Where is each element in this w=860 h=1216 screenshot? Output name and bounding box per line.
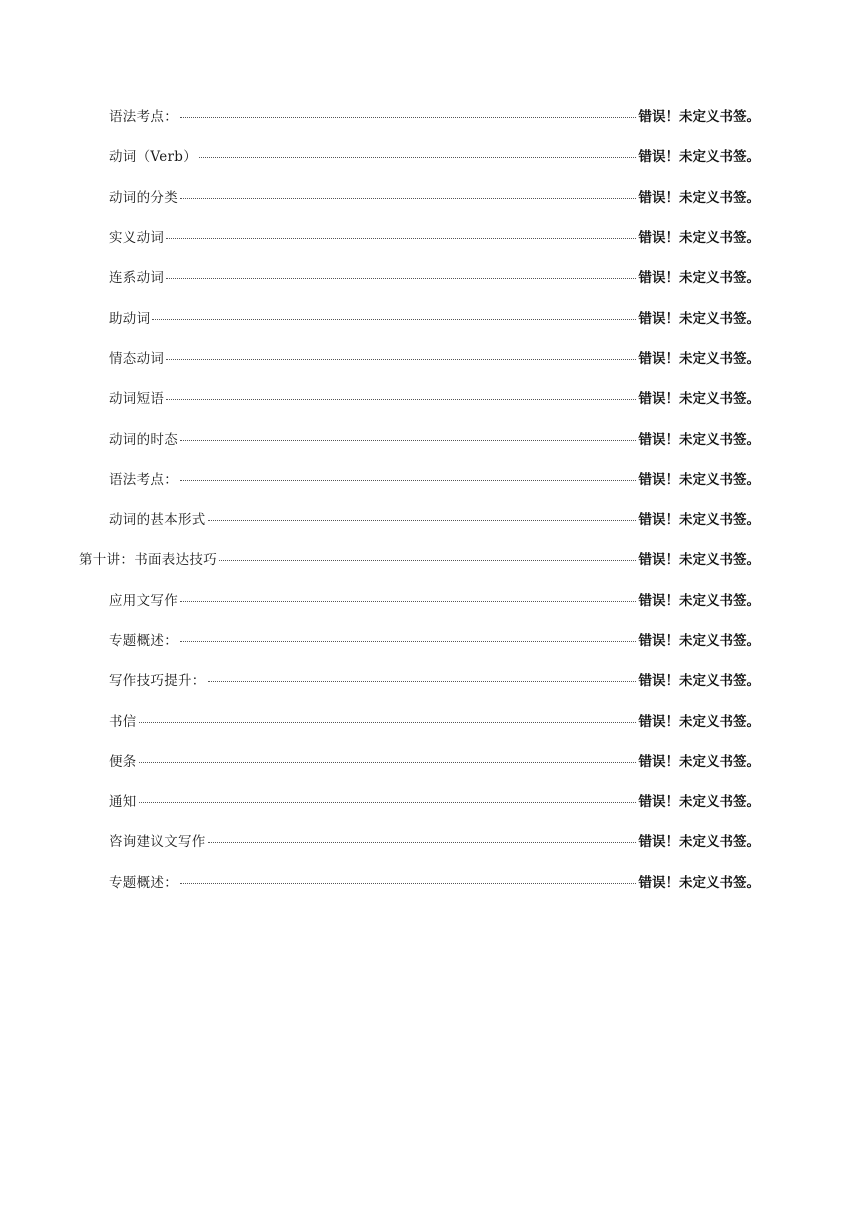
toc-dot-leader: [180, 198, 636, 199]
toc-dot-leader: [139, 762, 636, 763]
toc-dot-leader: [166, 278, 635, 279]
toc-entry[interactable]: [0, 217, 860, 257]
toc-dot-leader: [166, 399, 635, 400]
toc-entry-title: 动词的甚本形式: [109, 512, 206, 529]
toc-entry[interactable]: [0, 257, 860, 297]
toc-dot-leader: [208, 520, 636, 521]
toc-entry-title: 书信: [109, 713, 137, 730]
toc-entry[interactable]: [0, 580, 860, 620]
toc-dot-leader: [180, 883, 636, 884]
toc-page-ref: 错误！未定义书签。: [638, 713, 760, 730]
toc-entry[interactable]: [0, 418, 860, 458]
table-of-contents: [0, 96, 860, 902]
toc-dot-leader: [180, 440, 636, 441]
toc-dot-leader: [180, 641, 636, 642]
toc-page-ref: 错误！未定义书签。: [638, 552, 760, 569]
toc-entry-title: 便条: [109, 753, 137, 770]
toc-page-ref: 错误！未定义书签。: [638, 431, 760, 448]
toc-dot-leader: [199, 157, 636, 158]
toc-entry[interactable]: [0, 700, 860, 740]
toc-page-ref: 错误！未定义书签。: [638, 753, 760, 770]
toc-entry-title: 专题概述：: [109, 633, 178, 649]
toc-dot-leader: [180, 601, 636, 602]
toc-entry[interactable]: [0, 177, 860, 217]
toc-entry-title: 咨询建议文写作: [109, 834, 206, 851]
toc-entry[interactable]: [0, 741, 860, 781]
toc-entry-title: 语法考点：: [109, 109, 178, 126]
toc-page-ref: 错误！未定义书签。: [638, 834, 760, 851]
toc-entry-title: 应用文写作: [109, 592, 178, 609]
toc-entry[interactable]: [0, 297, 860, 337]
toc-page-ref: 错误！未定义书签。: [638, 109, 760, 126]
toc-page-ref: 错误！未定义书签。: [638, 512, 760, 529]
toc-entry-title: 动词短语: [109, 391, 165, 408]
toc-page-ref: 错误！未定义书签。: [638, 633, 760, 649]
toc-entry-title: 语法考点：: [109, 471, 178, 488]
toc-chapter-entry[interactable]: [0, 539, 860, 579]
toc-page-ref: 错误！未定义书签。: [638, 350, 760, 367]
toc-page-ref: 错误！未定义书签。: [638, 230, 760, 247]
toc-entry-title: 动词（Verb）: [109, 149, 197, 166]
toc-entry-title: 情态动词: [109, 350, 165, 367]
toc-entry[interactable]: [0, 660, 860, 700]
toc-entry-title: 动词的时态: [109, 431, 178, 448]
toc-entry-title: 连系动词: [109, 270, 165, 287]
toc-entry[interactable]: [0, 499, 860, 539]
toc-entry-title: 专题概述：: [109, 874, 178, 891]
toc-page-ref: 错误！未定义书签。: [638, 310, 760, 327]
toc-page-ref: 错误！未定义书签。: [638, 189, 760, 206]
toc-dot-leader: [139, 722, 636, 723]
toc-page-ref: 错误！未定义书签。: [638, 592, 760, 609]
toc-page-ref: 错误！未定义书签。: [638, 794, 760, 811]
toc-page-ref: 错误！未定义书签。: [638, 471, 760, 488]
toc-page-ref: 错误！未定义书签。: [638, 391, 760, 408]
toc-entry[interactable]: [0, 862, 860, 902]
toc-page-ref: 错误！未定义书签。: [638, 673, 760, 690]
toc-entry[interactable]: [0, 459, 860, 499]
toc-page-ref: 错误！未定义书签。: [638, 270, 760, 287]
toc-entry[interactable]: [0, 821, 860, 861]
toc-dot-leader: [166, 359, 635, 360]
toc-entry-title: 通知: [109, 794, 137, 811]
toc-dot-leader: [208, 842, 636, 843]
toc-dot-leader: [180, 480, 636, 481]
toc-entry[interactable]: [0, 338, 860, 378]
toc-dot-leader: [208, 681, 636, 682]
toc-dot-leader: [180, 117, 636, 118]
toc-page-ref: 错误！未定义书签。: [638, 149, 760, 166]
toc-dot-leader: [166, 238, 635, 239]
toc-entry-title: 实义动词: [109, 230, 165, 247]
toc-entry[interactable]: [0, 96, 860, 136]
toc-entry-title: 助动词: [109, 310, 151, 327]
toc-entry-title: 第十讲：书面表达技巧: [79, 552, 217, 569]
toc-entry[interactable]: [0, 781, 860, 821]
toc-entry-title: 动词的分类: [109, 189, 178, 206]
toc-entry[interactable]: [0, 378, 860, 418]
toc-entry-title: 写作技巧提升：: [109, 673, 206, 690]
toc-dot-leader: [219, 560, 636, 561]
toc-entry[interactable]: [0, 136, 860, 176]
toc-dot-leader: [152, 319, 635, 320]
toc-page-ref: 错误！未定义书签。: [638, 874, 760, 891]
toc-entry[interactable]: [0, 620, 860, 660]
toc-dot-leader: [139, 802, 636, 803]
